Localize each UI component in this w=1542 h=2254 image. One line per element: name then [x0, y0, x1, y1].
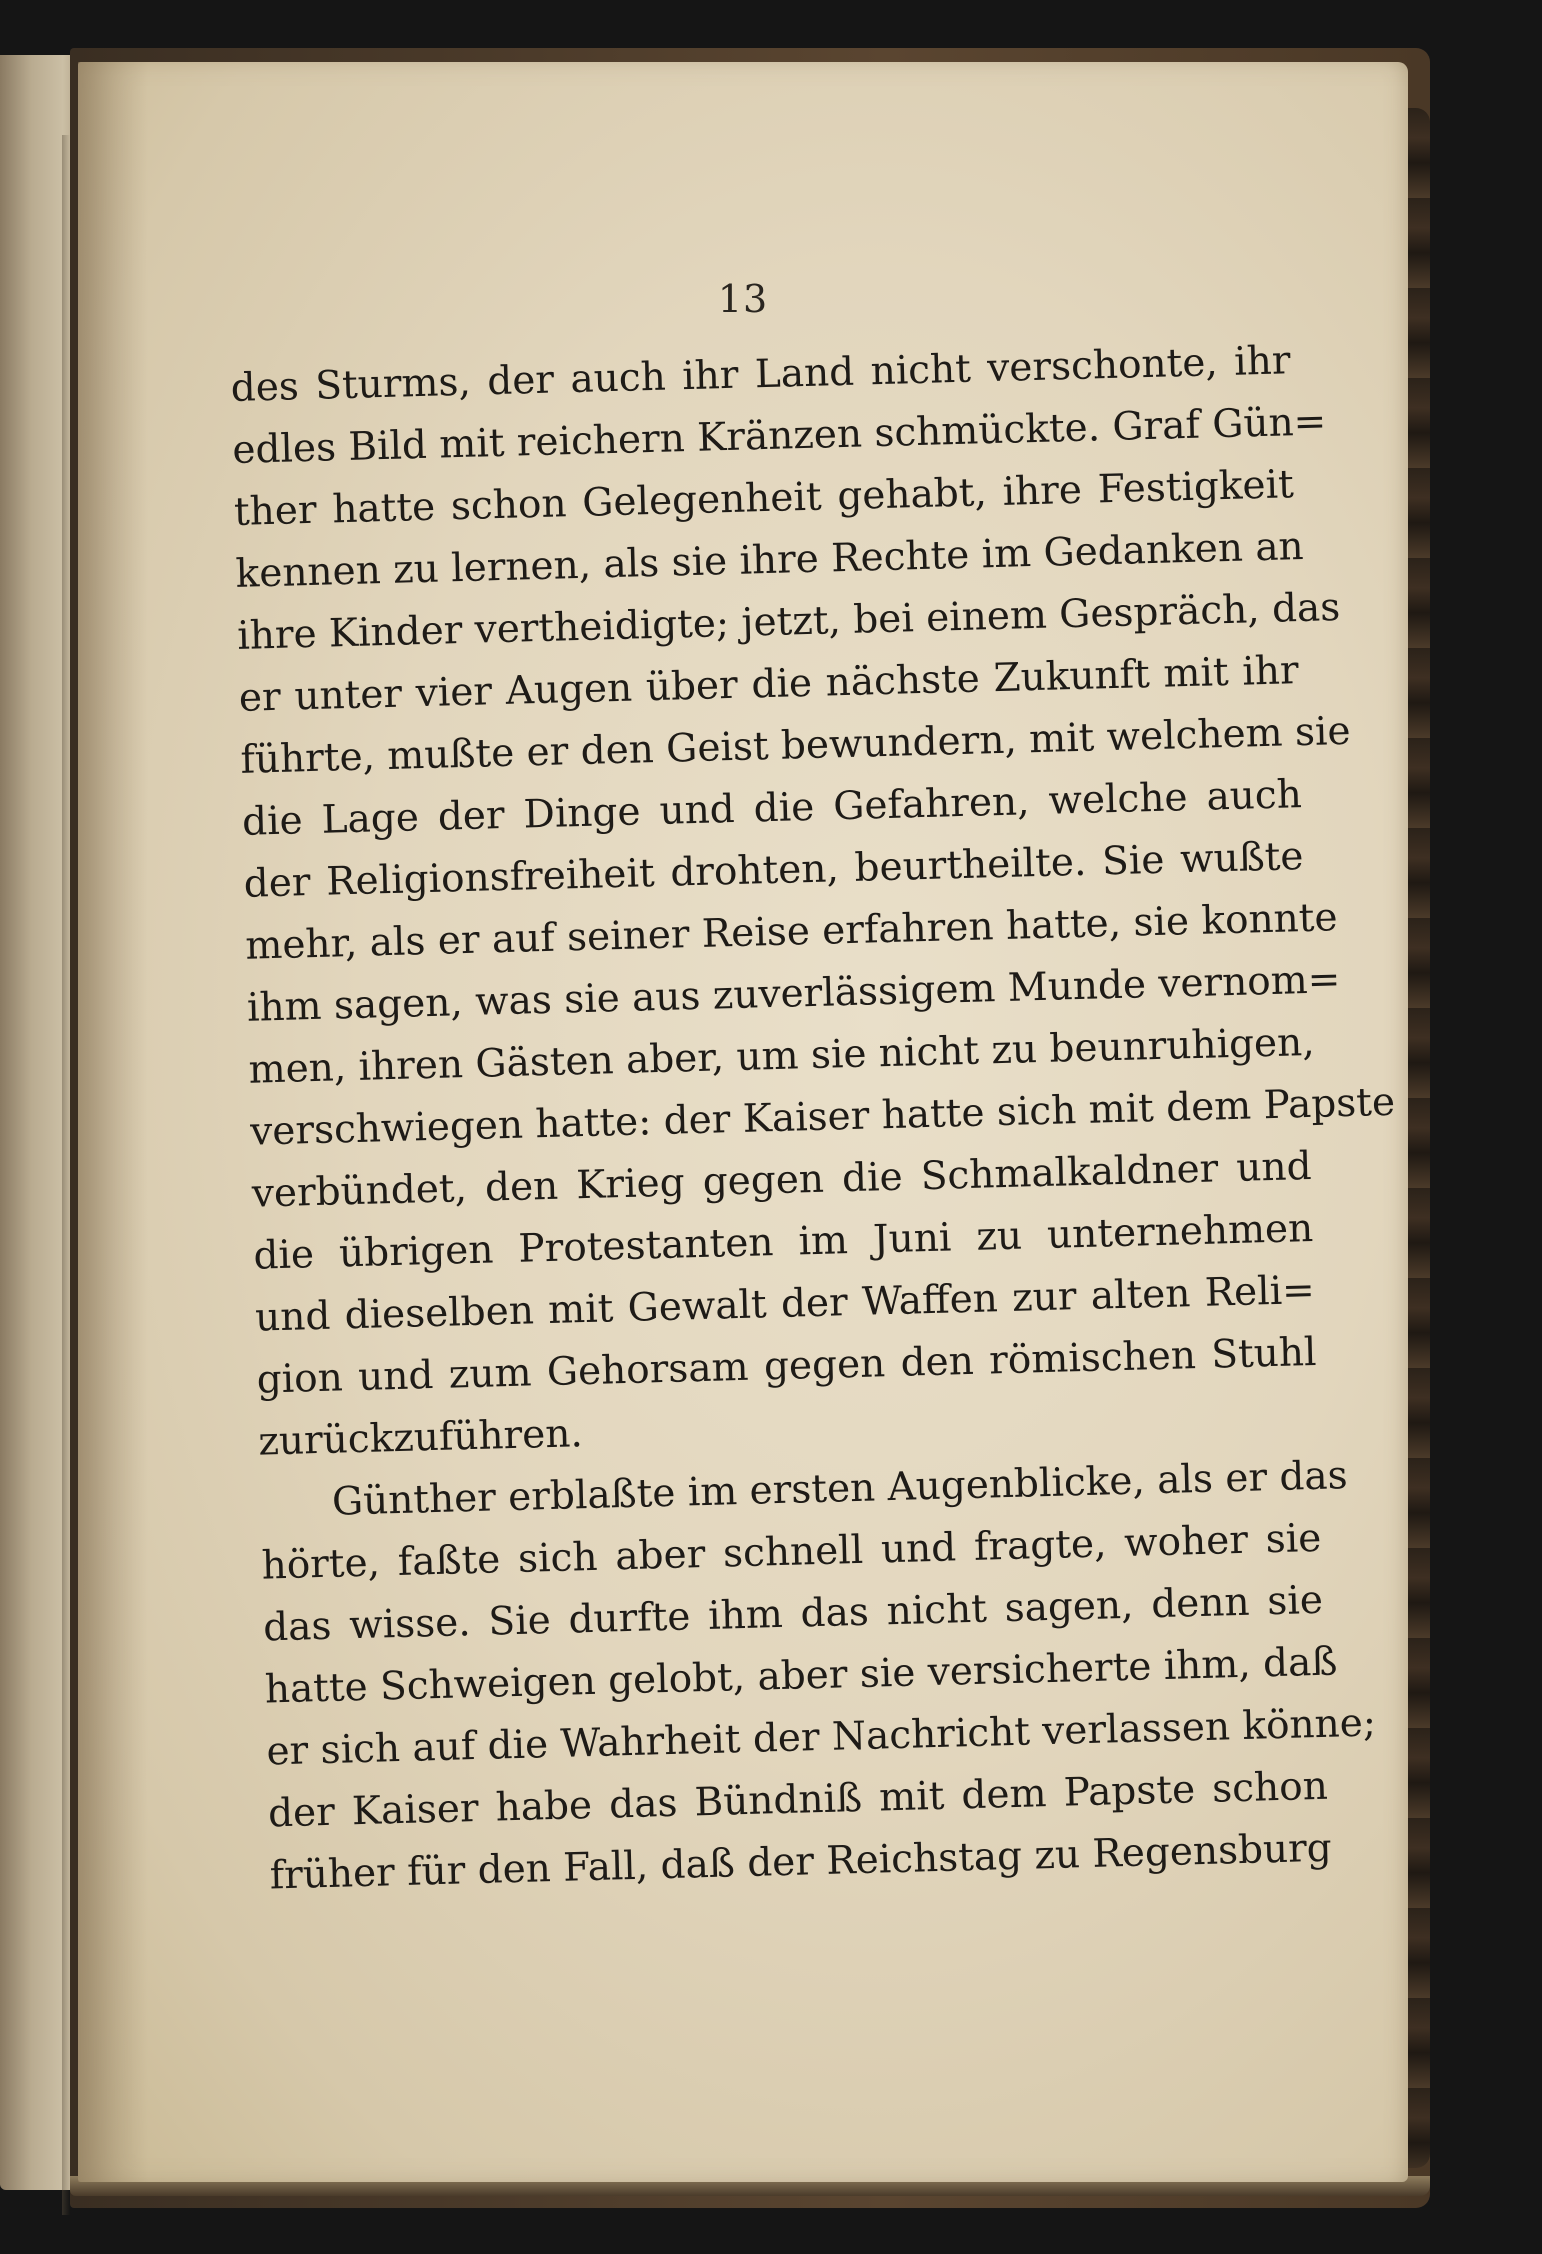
text-line: gion und zum Gehorsam gegen den römischen Stuhl: [256, 1329, 1317, 1403]
text-line: die Lage der Dinge und die Gefahren, welche auch: [241, 772, 1303, 845]
text-line: verschwiegen hatte: der Kaiser hatte sich mit dem Papste: [249, 1079, 1396, 1155]
text-line: früher für den Fall, daß der Reichstag zu Regensburg: [269, 1825, 1333, 1899]
text-line: er sich auf die Wahrheit der Nachricht verlassen könne;: [265, 1700, 1377, 1775]
text-line: führte, mußte er den Geist bewundern, mit welchem sie: [239, 708, 1352, 783]
text-line: hatte Schweigen gelobt, aber sie versicherte ihm, daß: [264, 1639, 1338, 1713]
text-line: der Religionsfreiheit drohten, beurtheilte. Sie wußte: [243, 834, 1305, 907]
text-line: hörte, faßte sich aber schnell und fragte, woher sie: [261, 1515, 1322, 1589]
gutter-shadow: [78, 62, 148, 2182]
text-line: ihm sagen, was sie aus zuverlässigem Munde vernom=: [246, 957, 1341, 1031]
text-line: ther hatte schon Gelegenheit gehabt, ihre Festigkeit: [233, 462, 1295, 535]
text-line: der Kaiser habe das Bündniß mit dem Papste schon: [267, 1763, 1329, 1837]
text-line: er unter vier Augen über die nächste Zukunft mit ihr: [238, 648, 1300, 721]
text-line: ihre Kinder vertheidigte; jetzt, bei einem Gespräch, das: [236, 585, 1341, 659]
text-line: des Sturms, der auch ihr Land nicht verschonte, ihr: [230, 338, 1292, 411]
text-line: verbündet, den Krieg gegen die Schmalkaldner und: [251, 1143, 1313, 1217]
text-line: edles Bild mit reichern Kränzen schmückte. Graf Gün=: [231, 399, 1327, 473]
page-text: [230, 330, 1396, 1907]
left-page-gutter: [62, 135, 70, 2215]
text-line: das wisse. Sie durfte ihm das nicht sagen, denn sie: [262, 1577, 1324, 1651]
text-line: und dieselben mit Gewalt der Waffen zur alten Reli=: [254, 1267, 1316, 1341]
text-line: mehr, als er auf seiner Reise erfahren hatte, sie konnte: [244, 895, 1339, 969]
text-line: kennen zu lernen, als sie ihre Rechte im Gedanken an: [235, 523, 1305, 597]
text-line: die übrigen Protestanten im Juni zu unternehmen: [252, 1205, 1314, 1279]
text-line: men, ihren Gästen aber, um sie nicht zu beunruhigen,: [248, 1019, 1316, 1093]
text-line: Günther erblaßte im ersten Augenblicke, als er das: [331, 1453, 1349, 1525]
page-number: 13: [717, 277, 769, 321]
book-page: [78, 62, 1408, 2182]
text-line: zurückzuführen.: [257, 1411, 584, 1465]
